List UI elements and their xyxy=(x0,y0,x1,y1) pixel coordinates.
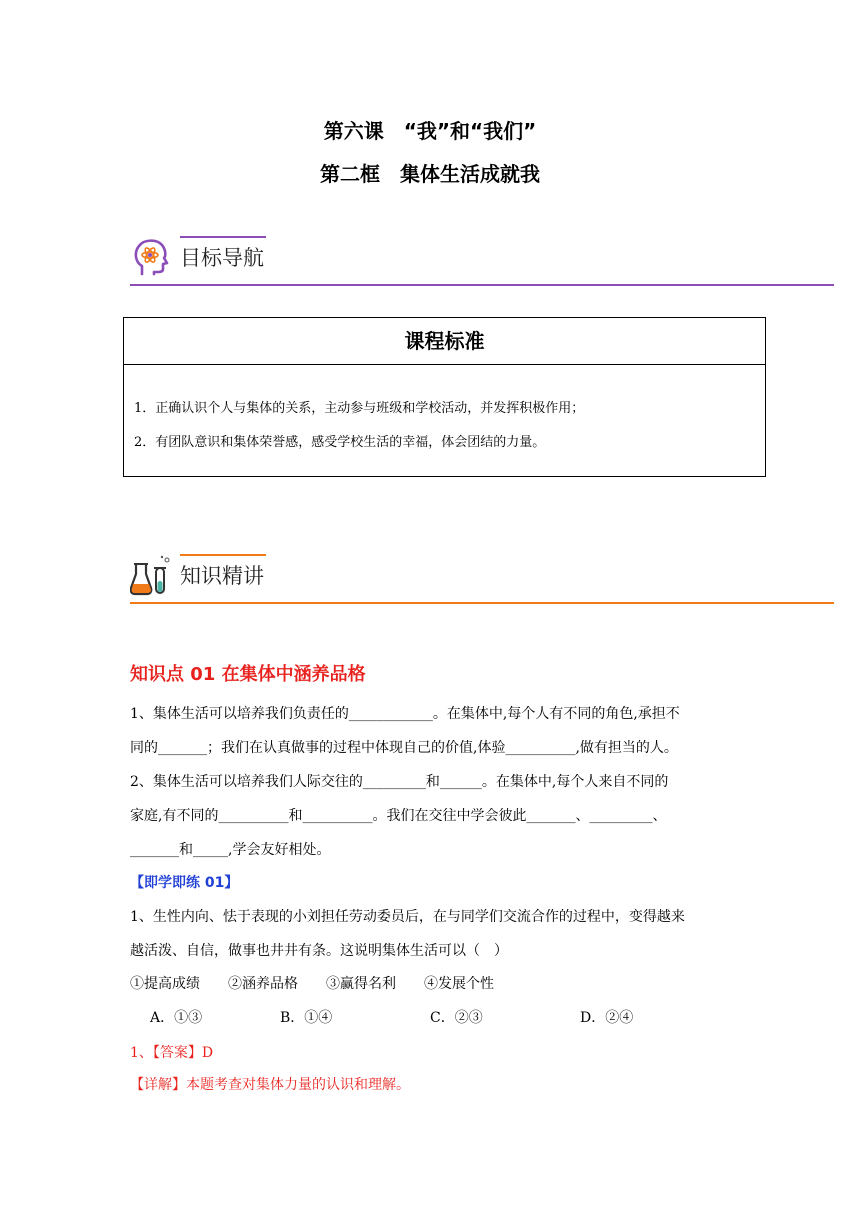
detail-text: 【详解】本题考查对集体力量的认识和理解。 xyxy=(130,1077,410,1093)
option-a: A．①③ xyxy=(150,1010,203,1026)
section-knowledge-divider xyxy=(130,602,834,604)
question-statements: ①提高成绩 ②涵养品格 ③赢得名利 ④发展个性 xyxy=(130,976,494,992)
frame-title: 第二框 集体生活成就我 xyxy=(320,162,540,186)
section-knowledge-topline xyxy=(180,554,266,556)
section-knowledge-label: 知识精讲 xyxy=(180,564,264,588)
option-c: C．②③ xyxy=(430,1010,483,1026)
question-line: 1、生性内向、怯于表现的小刘担任劳动委员后，在与同学们交流合作的过程中，变得越来 xyxy=(130,909,685,925)
section-goals-topline xyxy=(180,236,266,238)
knowledge-line: 2、集体生活可以培养我们人际交往的_________和______。在集体中,每个人来自不同的 xyxy=(130,774,669,790)
course-standard-item: 2．有团队意识和集体荣誉感，感受学校生活的幸福，体会团结的力量。 xyxy=(134,435,546,450)
option-b: B．①④ xyxy=(280,1010,333,1026)
section-goals-label: 目标导航 xyxy=(180,246,264,270)
head-atom-icon xyxy=(130,236,172,278)
knowledge-line: 同的_______；我们在认真做事的过程中体现自己的价值,体验__________,做有担当的人。 xyxy=(130,740,678,756)
answer-text: 1、【答案】D xyxy=(130,1045,214,1061)
section-knowledge-header xyxy=(130,548,834,604)
course-standard-title: 课程标准 xyxy=(124,318,765,365)
knowledge-line: 1、集体生活可以培养我们负责任的____________。在集体中,每个人有不同的角色,承担不 xyxy=(130,706,680,722)
question-line: 越活泼、自信，做事也井井有条。这说明集体生活可以（ ） xyxy=(130,943,508,959)
lab-flask-icon xyxy=(130,554,172,596)
knowledge-point-title: 知识点 01 在集体中涵养品格 xyxy=(130,664,366,685)
section-goals-divider xyxy=(130,284,834,286)
knowledge-line: _______和_____,学会友好相处。 xyxy=(130,842,331,858)
lesson-title: 第六课 “我”和“我们” xyxy=(323,119,537,143)
course-standard-box xyxy=(123,317,766,477)
section-goals-header xyxy=(130,230,834,286)
knowledge-line: 家庭,有不同的__________和__________。我们在交往中学会彼此_______、_________、 xyxy=(130,808,667,824)
practice-label: 【即学即练 01】 xyxy=(130,875,239,891)
course-standard-item: 1．正确认识个人与集体的关系，主动参与班级和学校活动，并发挥积极作用； xyxy=(134,401,585,416)
option-d: D．②④ xyxy=(580,1010,634,1026)
